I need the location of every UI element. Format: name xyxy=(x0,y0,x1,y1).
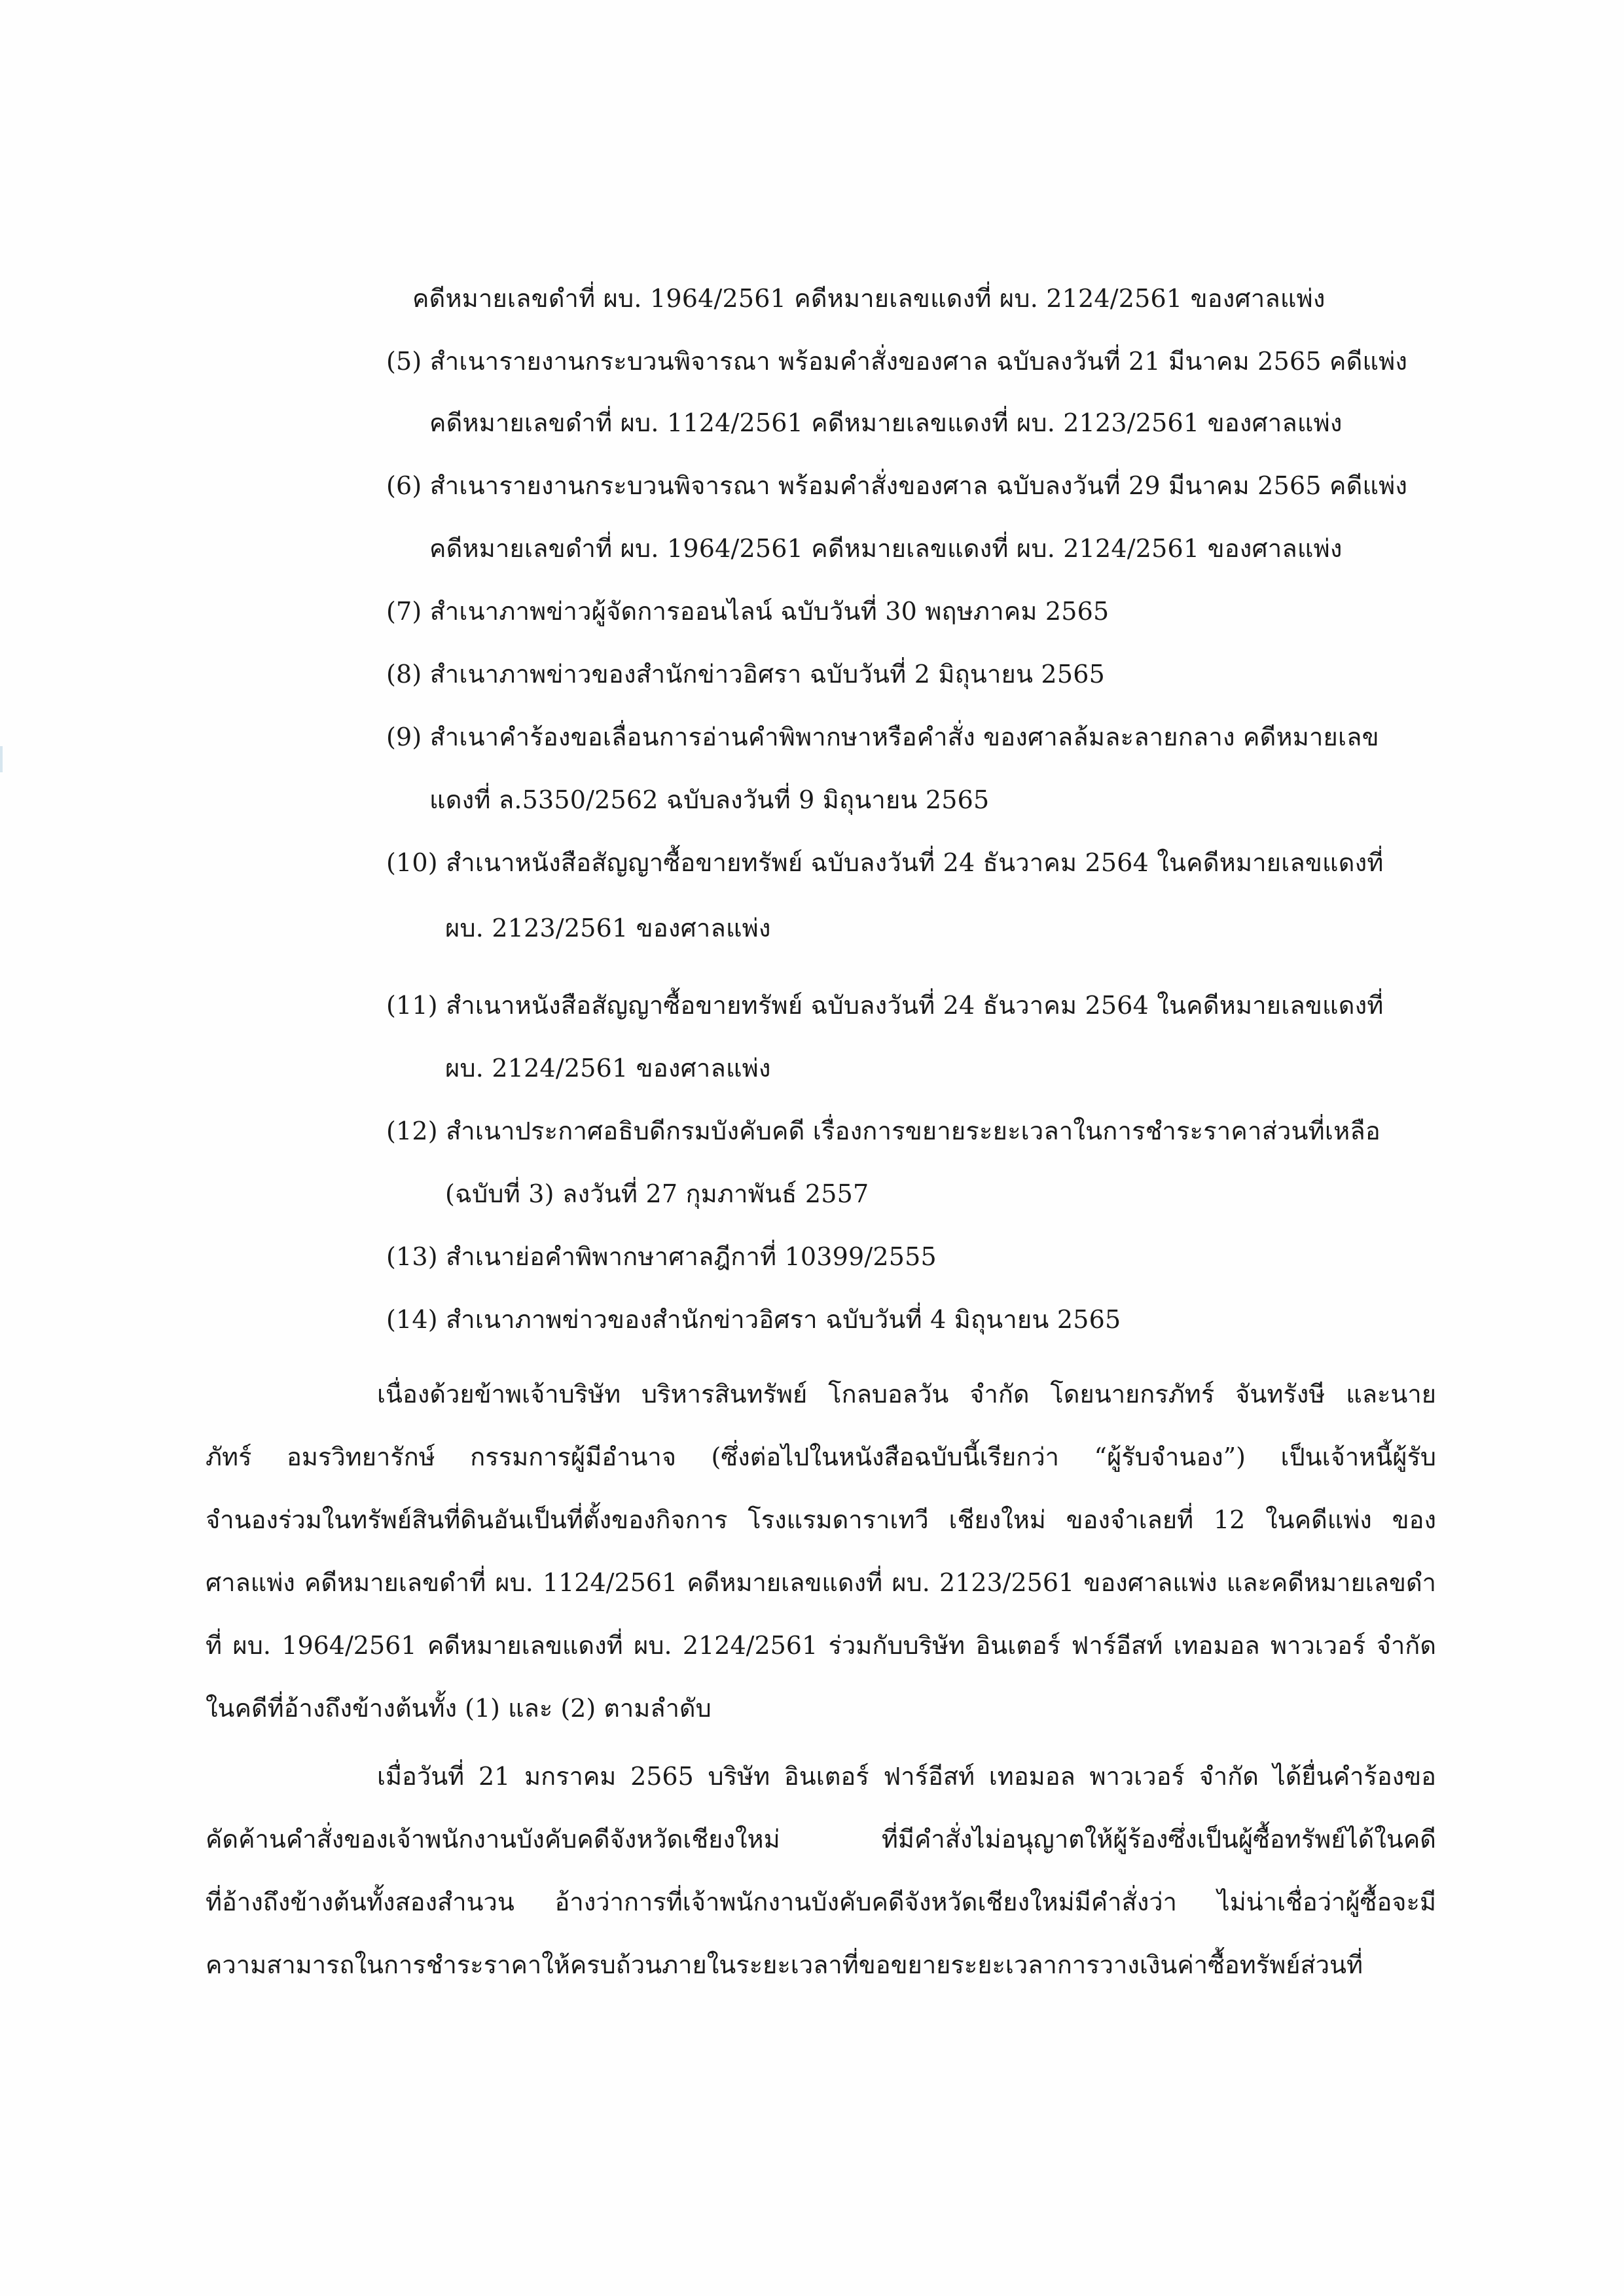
list-item-10: (10) สำเนาหนังสือสัญญาซื้อขายทรัพย์ ฉบับลงวันที่ 24 ธันวาคม 2564 ในคดีหมายเลขแดงที่ xyxy=(386,848,1384,877)
list-line-continuation-5: คดีหมายเลขดำที่ ผบ. 1124/2561 คดีหมายเลขแดงที่ ผบ. 2123/2561 ของศาลแพ่ง xyxy=(429,408,1343,437)
paragraph-2-line-4: ความสามารถในการชำระราคาให้ครบถ้วนภายในระยะเวลาที่ขอขยายระยะเวลาการวางเงินค่าซื้อทรัพย์ส่วนที่ xyxy=(206,1950,1363,1979)
paragraph-1-line-2: ภัทร์ อมรวิทยารักษ์ กรรมการผู้มีอำนาจ (ซึ่งต่อไปในหนังสือฉบับนี้เรียกว่า “ผู้รับจำนอง”) เป็นเจ้าหนี้ผู้รับ xyxy=(206,1443,1436,1471)
paragraph-1-line-4: ศาลแพ่ง คดีหมายเลขดำที่ ผบ. 1124/2561 คดีหมายเลขแดงที่ ผบ. 2123/2561 ของศาลแพ่ง และคดีหมายเลขดำ xyxy=(206,1568,1436,1597)
list-item-14: (14) สำเนาภาพข่าวของสำนักข่าวอิศรา ฉบับวันที่ 4 มิถุนายน 2565 xyxy=(386,1305,1121,1334)
list-item-5: (5) สำเนารายงานกระบวนพิจารณา พร้อมคำสั่งของศาล ฉบับลงวันที่ 21 มีนาคม 2565 คดีแพ่ง xyxy=(386,347,1408,376)
scan-edge-mark xyxy=(0,746,3,772)
list-item-12: (12) สำเนาประกาศอธิบดีกรมบังคับคดี เรื่องการขยายระยะเวลาในการชำระราคาส่วนที่เหลือ xyxy=(386,1117,1380,1145)
paragraph-1-line-3: จำนองร่วมในทรัพย์สินที่ดินอันเป็นที่ตั้งของกิจการ โรงแรมดาราเทวี เชียงใหม่ ของจำเลยที่ 12 ในคดีแพ่ง ของ xyxy=(206,1505,1436,1534)
paragraph-1-line-5: ที่ ผบ. 1964/2561 คดีหมายเลขแดงที่ ผบ. 2124/2561 ร่วมกับบริษัท อินเตอร์ ฟาร์อีสท์ เทอมอล พาวเวอร์ จำกัด xyxy=(206,1631,1436,1660)
list-line-continuation-4: คดีหมายเลขดำที่ ผบ. 1964/2561 คดีหมายเลขแดงที่ ผบ. 2124/2561 ของศาลแพ่ง xyxy=(412,284,1326,313)
list-item-7: (7) สำเนาภาพข่าวผู้จัดการออนไลน์ ฉบับวันที่ 30 พฤษภาคม 2565 xyxy=(386,597,1110,626)
list-item-11: (11) สำเนาหนังสือสัญญาซื้อขายทรัพย์ ฉบับลงวันที่ 24 ธันวาคม 2564 ในคดีหมายเลขแดงที่ xyxy=(386,991,1384,1020)
list-item-13: (13) สำเนาย่อคำพิพากษาศาลฎีกาที่ 10399/2555 xyxy=(386,1242,937,1271)
paragraph-1-line-6: ในคดีที่อ้างถึงข้างต้นทั้ง (1) และ (2) ตามลำดับ xyxy=(206,1694,712,1723)
list-item-9: (9) สำเนาคำร้องขอเลื่อนการอ่านคำพิพากษาหรือคำสั่ง ของศาลล้มละลายกลาง คดีหมายเลข xyxy=(386,723,1379,751)
list-line-continuation-6: คดีหมายเลขดำที่ ผบ. 1964/2561 คดีหมายเลขแดงที่ ผบ. 2124/2561 ของศาลแพ่ง xyxy=(429,534,1343,563)
paragraph-2-line-1: เมื่อวันที่ 21 มกราคม 2565 บริษัท อินเตอร์ ฟาร์อีสท์ เทอมอล พาวเวอร์ จำกัด ได้ยื่นคำร้องขอ xyxy=(377,1762,1436,1791)
list-item-8: (8) สำเนาภาพข่าวของสำนักข่าวอิศรา ฉบับวันที่ 2 มิถุนายน 2565 xyxy=(386,660,1105,689)
list-line-continuation-12: (ฉบับที่ 3) ลงวันที่ 27 กุมภาพันธ์ 2557 xyxy=(445,1179,869,1208)
list-line-continuation-11: ผบ. 2124/2561 ของศาลแพ่ง xyxy=(445,1054,771,1083)
list-line-continuation-10: ผบ. 2123/2561 ของศาลแพ่ง xyxy=(445,914,771,942)
list-line-continuation-9: แดงที่ ล.5350/2562 ฉบับลงวันที่ 9 มิถุนายน 2565 xyxy=(429,785,990,814)
paragraph-2-line-2: คัดค้านคำสั่งของเจ้าพนักงานบังคับคดีจังหวัดเชียงใหม่ ที่มีคำสั่งไม่อนุญาตให้ผู้ร้องซึ่งเป็นผู้ซื้อทรัพย์ได้ในคดี xyxy=(206,1825,1436,1854)
paragraph-1-line-1: เนื่องด้วยข้าพเจ้าบริษัท บริหารสินทรัพย์ โกลบอลวัน จำกัด โดยนายกรภัทร์ จันทรังษี และนาย xyxy=(377,1380,1436,1408)
paragraph-2-line-3: ที่อ้างถึงข้างต้นทั้งสองสำนวน อ้างว่าการที่เจ้าพนักงานบังคับคดีจังหวัดเชียงใหม่มีคำสั่งว่า ไม่น่าเชื่อว่าผู้ซื้อจะมี xyxy=(206,1888,1436,1916)
list-item-6: (6) สำเนารายงานกระบวนพิจารณา พร้อมคำสั่งของศาล ฉบับลงวันที่ 29 มีนาคม 2565 คดีแพ่ง xyxy=(386,471,1408,500)
